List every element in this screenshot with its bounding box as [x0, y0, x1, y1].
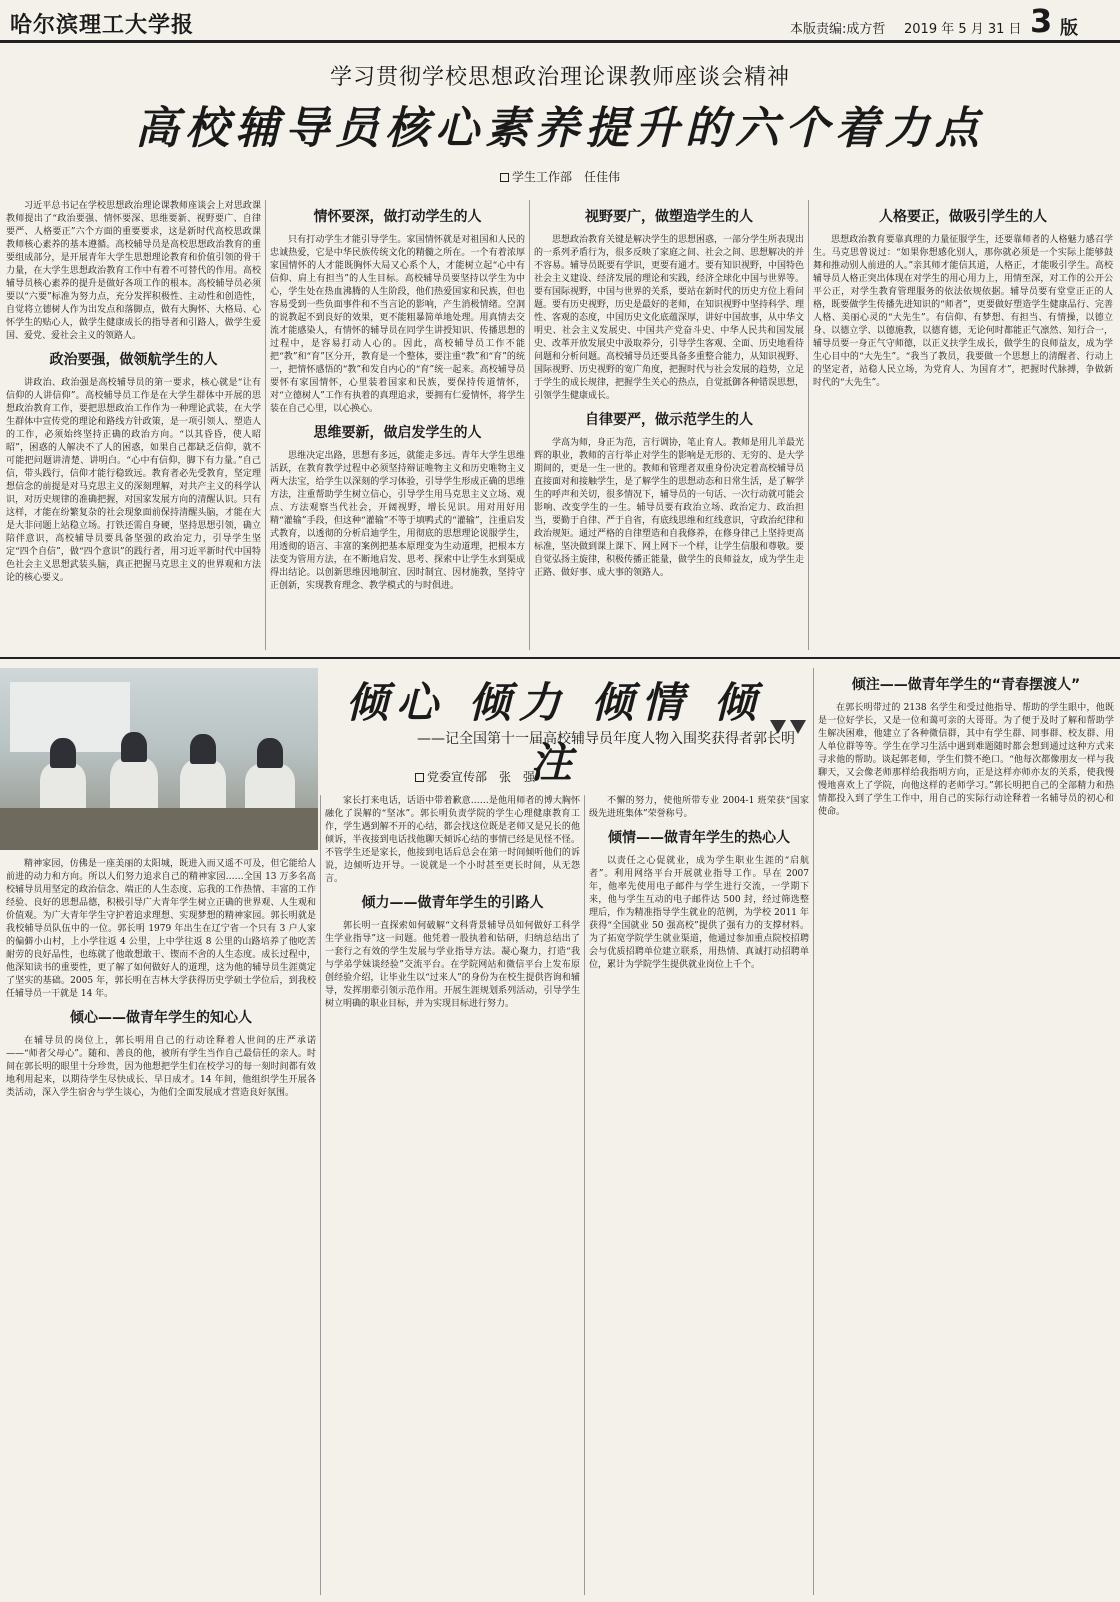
article1-byline-text: 学生工作部 任佳伟 — [511, 170, 620, 184]
article2-section3-heading: 倾情——做青年学生的热心人 — [608, 830, 790, 846]
article1-section1-heading: 政治要强，做领航学生的人 — [49, 352, 218, 368]
article2-column-4 — [818, 668, 1114, 1595]
column-divider — [813, 668, 814, 1595]
article1-title: 高校辅导员核心素养提升的六个着力点 — [135, 103, 985, 154]
column-divider — [529, 200, 530, 650]
column-divider — [265, 200, 266, 650]
article2-photo — [0, 668, 318, 850]
article2-col3-text: 不懈的努力，使他所带专业 2004-1 班荣获“国家级先进班集体”荣誉称号。 — [589, 796, 809, 819]
article1-kicker: 学习贯彻学校思想政治理论课教师座谈会精神 — [329, 65, 790, 90]
newspaper-name: 哈尔滨理工大学报 — [10, 12, 195, 38]
column-divider — [584, 795, 585, 1595]
page-number-suffix: 版 — [1060, 18, 1078, 39]
article1-section4-text: 思想政治教育关键是解决学生的思想困惑，一部分学生所表现出的一系列矛盾行为，很多反映了家庭之间、社会之间、思想解决的并不容易。辅导员既要有学识，更要有通才。要有知识视野，中国特色社会主义建设、经济发展的理论和实践，经济全球化中国与世界等。要有国际视野，中国与世界的关系，要站在新时代的历史方位上看问题。要有历史视野，历史是最好的老师，在知识视野中坚持科学、理性、客观的态度，中国历史文化底蕴深厚，讲好中国故事，从中华文明史、社会主义发展史、中国共产党奋斗史、中华人民共和国发展史、改革开放发展史中汲取养分，引导学生客观、全面、历史地看待问题和分析问题。高校辅导员还要具备多重整合能力，从知识视野、国际视野、历史视野的宽广角度，把握时代与社会发展的趋势，立足于学生的成长规律，把握学生关心的热点，自觉抵御各种错误思想，引领学生健康成长。 — [534, 235, 804, 401]
column-divider — [808, 200, 809, 650]
byline-box-icon — [500, 173, 509, 182]
article2-byline — [325, 768, 625, 785]
article2-col3-text2: 以责任之心促就业，成为学生职业生涯的“启航者”。利用网络平台开展就业指导工作。早在 2007 年，他率先使用电子邮件与学生进行交流，一学期下来，他与学生互动的电子邮件达 500 封，经过筛选整理后，作为精准指导学生就业的范例，为学校 2011 年获得“全国就业 50 强高校”提供了强有力的支撑材料。为了拓宽学院学生就业渠道，他通过参加重点院校招聘会与优质招聘单位建立联系，用热情、真诚打动招聘单位，累计为学院学生提供就业岗位上千个。 — [589, 856, 809, 970]
column-divider — [320, 795, 321, 1595]
article1-section5-text: 学高为师，身正为范，言行调协，笔止育人。教师是用儿羊最光辉的职业，教师的言行举止对学生的影响是无形的、无穷的、是大学期间的，更是一生一世的。教师和管理者双重身份决定着高校辅导员直接面对和接触学生，是了解学生的思想动态和日常生活，是了解学生的呼声和关切，很多情况下，辅导员的一句话、一次行动就可能会影响、改变学生的一生。辅导员要有政治立场、政治定力、政治担当，要勤于自律、严于自省，有底线思维和红线意识，守政治纪律和政治规矩。通过严格的自律塑造和自我修养，在修身律己上坚持更高标准，坚决做到课上课下、网上网下一个样，让学生信服和尊敬。要自觉弘扬主旋律，积极传播正能量，做学生的良师益友，成为学生走正路、做好事、成大事的领路人。 — [534, 438, 804, 578]
article1-intro: 习近平总书记在学校思想政治理论课教师座谈会上对思政课教师提出了“政治要强、情怀要深、思维要新、视野要广、自律要严、人格要正”六个方面的重要要求，这是新时代高校思政课教师核心素养的基本遵循。高校辅导员是高校思想政治教育的重要组成部分，是开展青年大学生思想理论教育和价值引领的骨干力量，在大学生思想政治教育工作中有着不可替代的作用。高校辅导员核心素养的提升是做好各项工作的根本。高校辅导员必须要以“六要”标准为努力点，充分发挥积极性、主动性和创造性，自觉将立德树人作为出发点和落脚点，做有大胸怀、大格局、心怀学生的贴心人，做学生健康成长的指导者和引路人，做学生爱国、爱党、爱社会主义的领路人。 — [6, 201, 261, 341]
article2-byline-text: 党委宣传部 张 强 — [426, 770, 535, 784]
masthead-rule — [0, 40, 1120, 43]
article1-column-3 — [534, 200, 804, 650]
article1-column-2 — [270, 200, 525, 650]
byline-box-icon — [415, 773, 424, 782]
photo-person-head — [257, 738, 283, 768]
article2-col4-text: 在郭长明带过的 2138 名学生和受过他指导、帮助的学生眼中，他既是一位好学长，又是一位和蔼可亲的大哥哥。为了便于及时了解和帮助学生解决困难，他建立了各种微信群，其中有学生群、同事群、校友群、用人单位群等等。学生在学习生活中遇到难题随时都会想到通过这种方式来寻求他的帮助。谈起郭老师，学生们赞不绝口。“他每次都像朋友一样与我聊天，又会像老师那样给我指明方向，正是这样亦师亦友的关系，使我慢慢地喜欢上了学院，向他这样的老师学习。”郭长明把自己的全部精力和热情都投入到了学生工作中，用自己的实际行动诠释着一名辅导员的初心和使命。 — [818, 703, 1114, 817]
article1-section3-heading: 思维要新，做启发学生的人 — [313, 425, 482, 441]
article2-col2-text2: 郭长明一直探索如何破解“文科背景辅导员如何做好工科学生学业指导”这一问题。他凭着一股执着和钻研，归纳总结出了一套行之有效的学生发展与学业指导方法。凝心聚力，打造“我与学弟学妹谈经验”交流平台。在学院网站和微信平台上发布原创经验介绍，让毕业生以“过来人”的身份为在校生提供咨询和辅导，发挥朋辈引领示范作用。开展生涯规划系列活动，引导学生树立明确的职业目标，并为实现目标进行努力。 — [325, 921, 580, 1009]
article2-col1-text: 精神家园，仿佛是一座美丽的太阳城，既进入而又遥不可及，但它能给人前进的动力和方向。所以人们努力追求自己的精神家园……全国 13 万多名高校辅导员用坚定的政治信念、端正的人生态度、忘我的工作热情、丰富的工作经验、良好的思想品德，积极引导广大青年学生树立正确的世界观、人生观和价值观。为广大青年学生守护着追求理想、实现梦想的精神家园。郭长明就是我校辅导员队伍中的一位。郭长明 1979 年出生在辽宁省一个只有 3 户人家的偏僻小山村，上小学往返 4 公里，上中学往返 8 公里的山路培养了他吃苦耐劳的良好品性，也练就了他敢想敢干、锲而不舍的人生态度。成长过程中，他深知读书的重要性，更了解了如何做好人的道理，这为他的辅导员生涯奠定了坚实的基础。2005 年，郭长明在吉林大学获得历史学硕士学位后，到我校任辅导员一干就是 14 年。 — [6, 859, 316, 999]
article-separator — [0, 657, 1120, 659]
article1-section5-heading: 自律要严，做示范学生的人 — [585, 412, 753, 428]
article1-column-1 — [6, 200, 261, 650]
article2-title: 倾心 倾力 倾情 倾注 — [346, 678, 764, 787]
article1-section3-text: 思维决定出路，思想有多远，就能走多远。青年大学生思维活跃，在教育教学过程中必须坚持辩证唯物主义和历史唯物主义两大法宝，给学生以深刻的学习体验，引导学生形成正确的思维方法，注重帮助学生树立信心，引导学生用马克思主义立场、观点、方法观察当代社会，开阔视野，增长见识。用对用好用精“灌输”手段，但这种“灌输”不等于填鸭式的“灌输”，注重启发式教育，以透彻的分析启迪学生，用彻底的思想理论说服学生，用透彻的语言、丰富的案例把基本原理变为生动道理，把根本方法变为管用方法，在不断地启发、思考、探索中让学生水到渠成得出结论。以创新思维因地制宜、因时制宜、因材施教，坚持守正创新，实现教育理念、教学模式的与时俱进。 — [270, 451, 525, 591]
article1-section2-heading: 情怀要深，做打动学生的人 — [313, 209, 482, 225]
issue-date: 2019 年 5 月 31 日 — [904, 22, 1022, 37]
article2-column-3 — [589, 795, 809, 1595]
article1-column-4 — [813, 200, 1113, 650]
photo-person-head — [121, 732, 147, 762]
article2-section1-heading: 倾心——做青年学生的知心人 — [70, 1010, 252, 1026]
article1-section2-text: 只有打动学生才能引导学生。家国情怀就是对祖国和人民的忠诚热爱，它是中华民族传统文化的精髓之所在。一个有着浓厚家国情怀的人才能既胸怀大局又心系个人，才能树立起“心中有信仰、肩上有担当”的人生目标。高校辅导员要坚持以学生为中心，学生处在热血沸腾的人生阶段，他们热爱国家和民族，但也容易受到一些负面事件和不当言论的影响，产生消极情绪。空洞的说教起不到良好的效果，更不能粗暴简单地处理。用真情去交流才能感染人，有情怀的辅导员在同学生讲授知识、传播思想的过程中，是容易打动人心的。因此，高校辅导员工作不能把“教”和“育”区分开，教育是一个整体，要注重“教”和“育”的统一，把情怀感悟的“教”和发自内心的“育”统一起来。高校辅导员要怀有家国情怀，心里装着国家和民族，要保持传道情怀，对“立德树人”工作有执着的真理追求，要拥有仁爱情怀，将学生装在自己心里，以心换心。 — [270, 235, 525, 414]
article2-section4-heading: 倾注——做青年学生的“青春摆渡人” — [851, 677, 1081, 693]
article2-col1-text2: 在辅导员的岗位上，郭长明用自己的行动诠释着人世间的庄严承诺——“师者父母心”。随和、善良的他，被所有学生当作自己最信任的亲人。时间在郭长明的眼里十分珍贵，因为他想把学生们在校学习的每一刻时间都有效地利用起来，以期待学生尽快成长、早日成才。14 年间，他组织学生开展各类活动，深入学生宿舍与学生谈心，为他们全面发展成才营造良好氛围。 — [6, 1036, 316, 1098]
page-number: 3 — [1030, 2, 1053, 40]
article1-byline — [0, 168, 1120, 185]
masthead — [0, 0, 1120, 44]
photo-person-head — [190, 734, 216, 764]
article2-column-1 — [6, 858, 316, 1596]
article2-column-2 — [325, 795, 580, 1595]
article2-subtitle: ——记全国第十一届高校辅导员年度人物入围奖获得者郭长明 — [417, 731, 795, 747]
article1-section4-heading: 视野要广，做塑造学生的人 — [585, 209, 753, 225]
article2-section2-heading: 倾力——做青年学生的引路人 — [361, 895, 544, 911]
article1-section1-text: 讲政治、政治强是高校辅导员的第一要求，核心就是“让有信仰的人讲信仰”。高校辅导员工作是在大学生群体中开展的思想政治教育工作，要把思想政治工作作为一种理论武装，在大学生群体中宣传党的理论和路线方针政策，是一项引领人、塑造人的工作，必须始终坚持正确的政治方向。“以其昏昏，使人昭昭”，困惑的人解决不了人的困惑，如果自己都缺乏信仰，就不可能把问题讲清楚、讲明白。“心中有信仰，脚下有力量。”自己信，带头践行，信仰才能行稳致远。教育者必先受教育，坚定理想信念的前提是对马克思主义的深刻理解，对共产主义的科学认识，对历史规律的准确把握，对国家发展方向的清醒认识。只有这样，才能在纷繁复杂的社会现象面前保持清醒头脑，才能在大是大非问题上站稳立场。打铁还需自身硬，坚持思想引领，确立陪伴意识，高校辅导员要具备坚强的政治定力，引导学生坚定“四个自信”，做“四个意识”的践行者，用习近平新时代中国特色社会主义思想武装头脑，真正把握马克思主义的世界观和方法论的核心要义。 — [6, 378, 261, 583]
photo-table — [0, 808, 318, 850]
photo-person-head — [50, 738, 76, 768]
article2-col2-text: 家长打来电话，话语中带着歉意……是他用师者的博大胸怀融化了误解的“坚冰”。郭长明负责学院的学生心理健康教育工作，学生遇到解不开的心结，都会找这位既是老师又是兄长的他倾诉，半夜接到电话找他聊天倾诉心结的事情已经是见怪不怪。不管学生还是家长，他接到电话后总会在第一时间倾听他们的诉说，边倾听边开导。一说就是一个小时甚至更长时间，从无怨言。 — [325, 796, 580, 884]
article1-section6-text: 思想政治教育要靠真理的力量征服学生，还要靠师者的人格魅力感召学生。马克思曾说过：“如果你想感化别人，那你就必须是一个实际上能够鼓舞和推动别人前进的人。”亲其师才能信其道，人格正，才能吸引学生。高校辅导员人格正突出体现在对学生的用心用力上，用情至深，对工作的公开公平公正，对学生教育管理服务的依法依规依据。辅导员要有堂堂正正的人格，既要做学生传播先进知识的“师者”，更要做好塑造学生健康品行、完善人格、美丽心灵的“大先生”。有信仰、有梦想、有担当、有情操，以德立身、以德立学、以德施教，以德育德，无论何时都能正气凛然、知行合一，辅导员要一身正气守师德，以正义扶学生成长，做学生的良师益友，成为学生心目中的“大先生”。“我当了教员，我要做一个思想上的清醒者、行动上的坚定者，站稳人民立场，为党育人、为国育才”，把握时代脉搏，争做新时代的“大先生”。 — [813, 235, 1113, 388]
page-editor: 本版责编:成方哲 — [790, 22, 886, 37]
article1-section6-heading: 人格要正，做吸引学生的人 — [879, 209, 1047, 225]
